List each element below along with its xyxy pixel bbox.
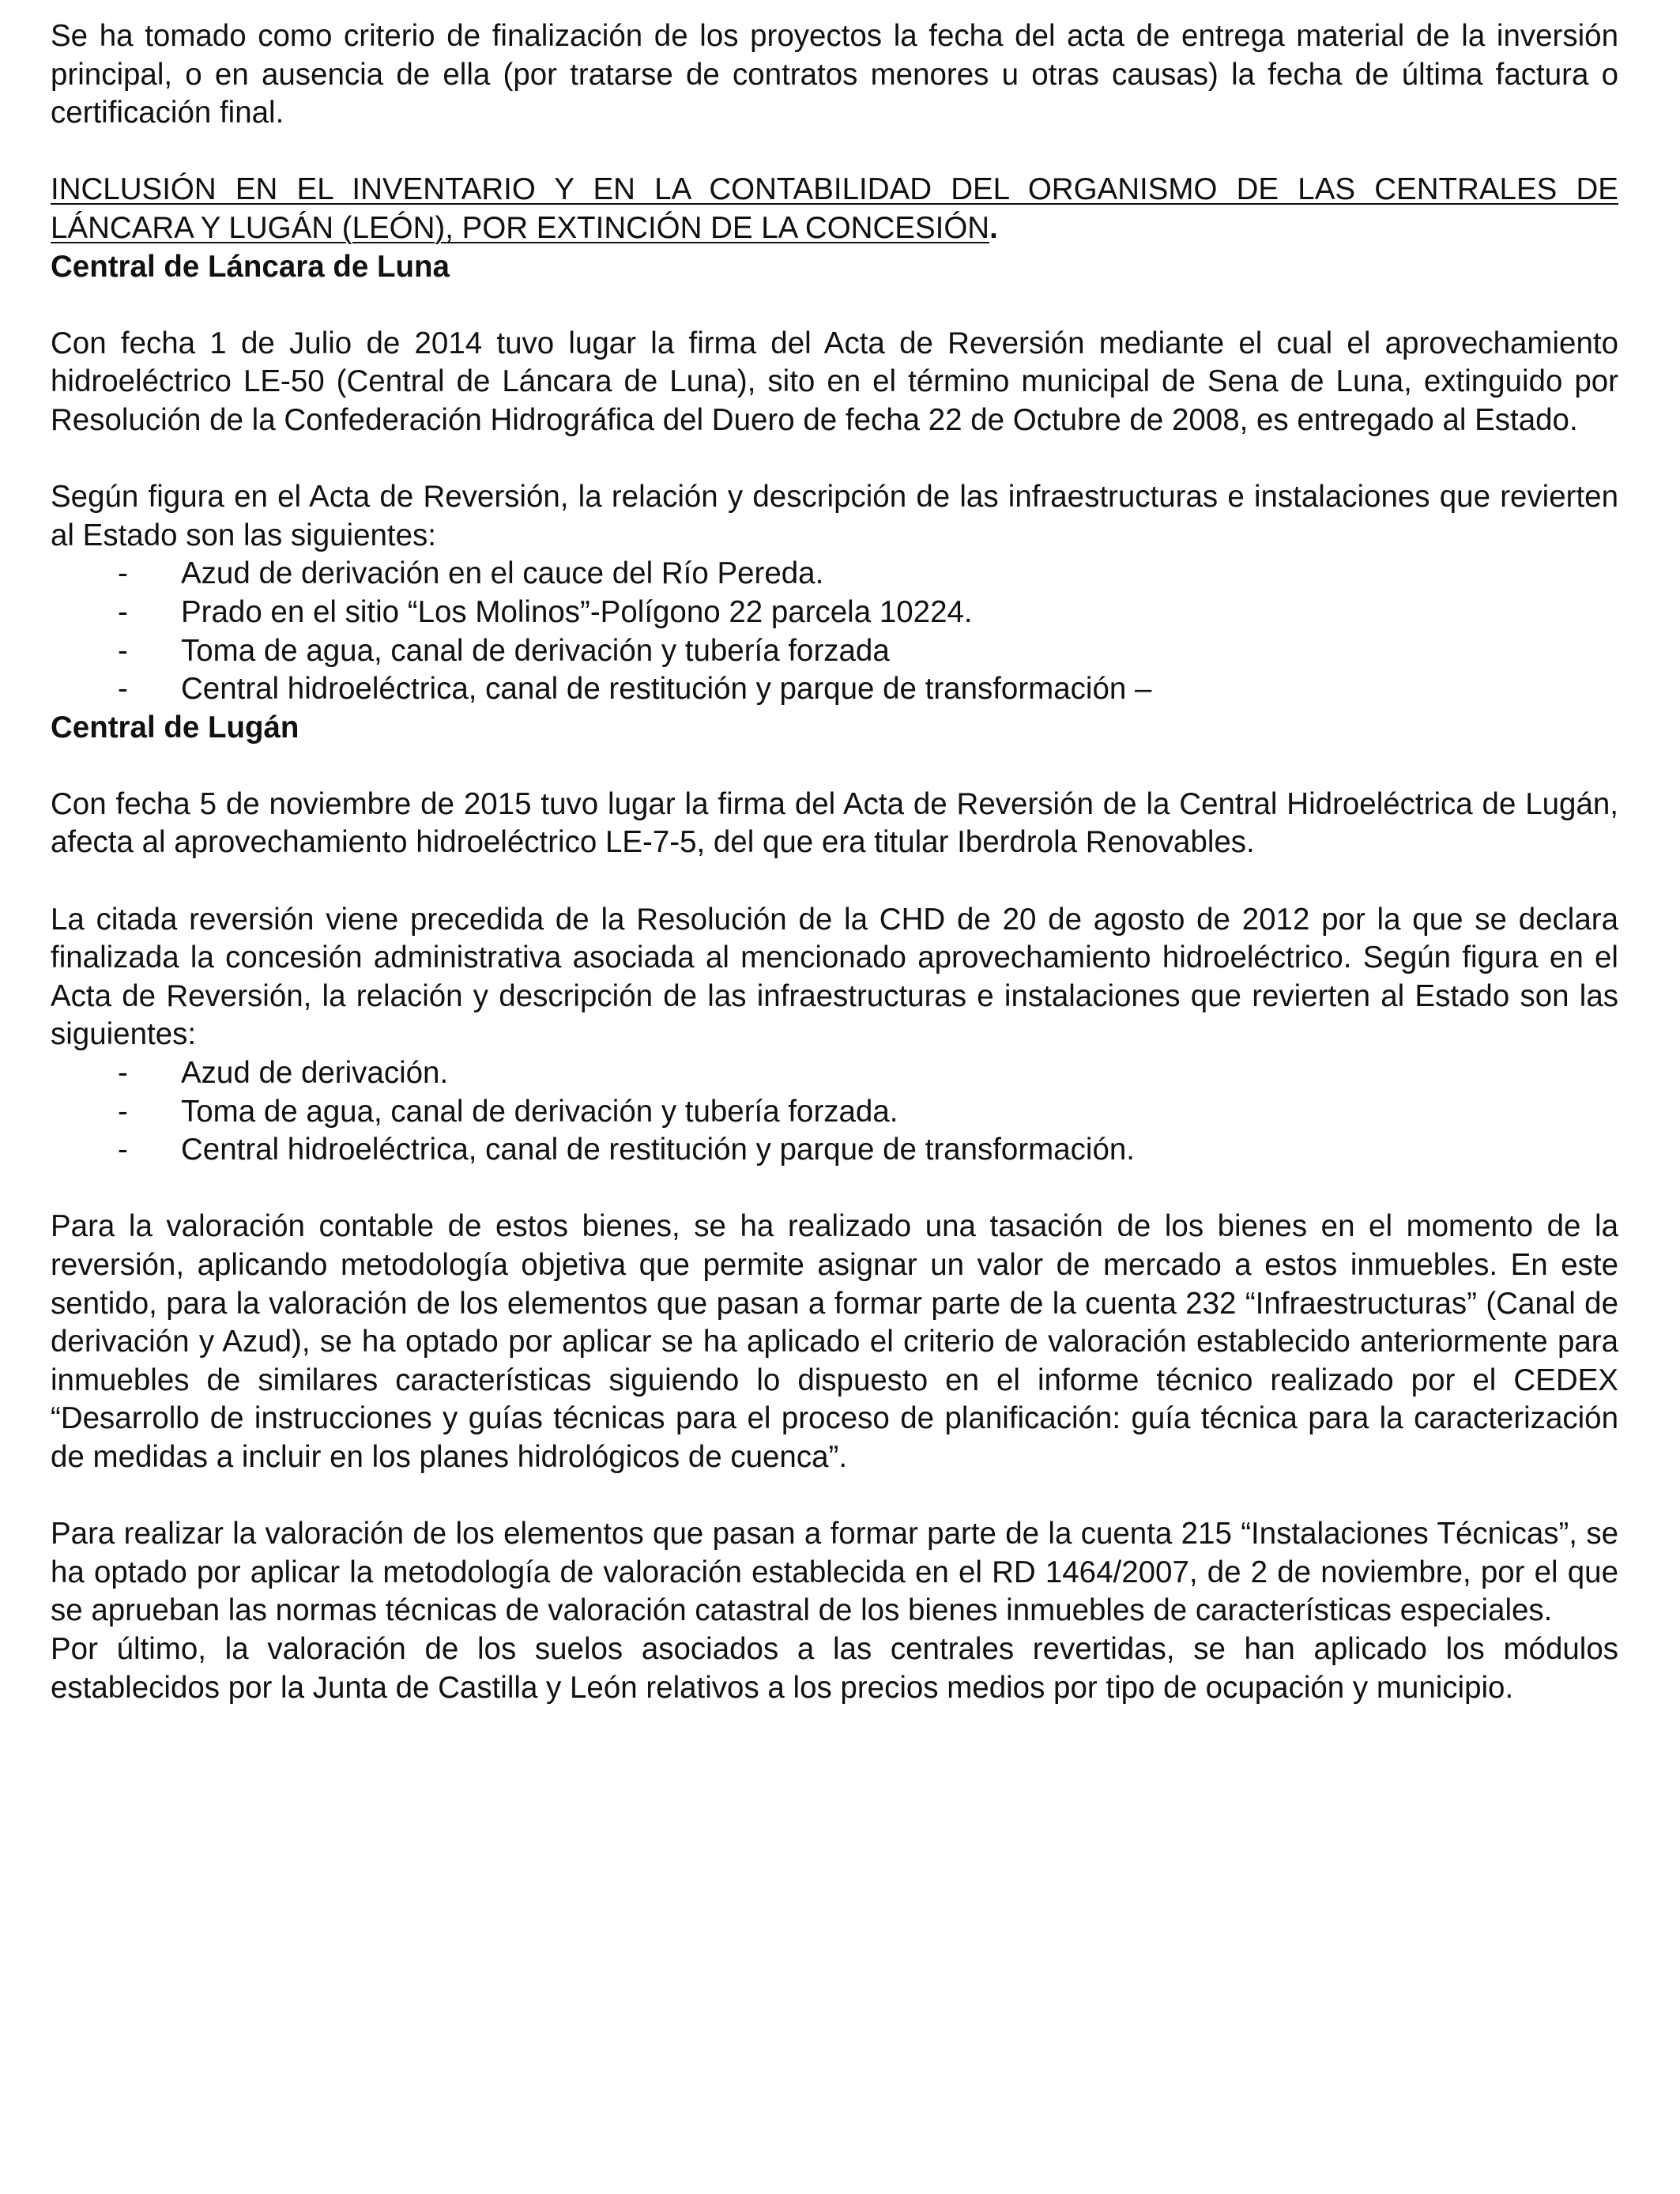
lancara-list [51, 555, 1618, 708]
section-title [51, 171, 1618, 247]
valuation-paragraph-2: Para realizar la valoración de los elementos que pasan a formar parte de la cuenta 215 “Instalaciones Técnicas”, se ha optado por aplicar la metodología de valoración establecida en el RD 1464/2007, de 2 de noviembre, por el que se aprueban las normas técnicas de valoración catastral de los bienes inmuebles de características especiales. [51, 1517, 1618, 1628]
list-item [51, 670, 1618, 709]
list-item [51, 632, 1618, 671]
list-item [51, 594, 1618, 632]
list-item-text: Azud de derivación. [181, 1056, 449, 1091]
list-item-text: Azud de derivación en el cauce del Río Pereda. [181, 556, 824, 591]
dash-bullet: - [118, 556, 128, 591]
intro-paragraph: Se ha tomado como criterio de finalización de los proyectos la fecha del acta de entrega material de la inversión principal, o en ausencia de ella (por tratarse de contratos menores u otras causas) la fecha de última factura o certificación final. [51, 19, 1618, 130]
dash-bullet: - [118, 633, 128, 668]
lugan-paragraph-2: La citada reversión viene precedida de la Resolución de la CHD de 20 de agosto de 2012 por la que se declara finalizada la concesión administrativa asociada al mencionado aprovechamiento hidroeléctrico. Según figura en el Acta de Reversión, la relación y descripción de las infraestructuras e instalaciones que revierten al Estado son las siguientes: [51, 902, 1618, 1052]
list-item-text: Central hidroeléctrica, canal de restitución y parque de transformación. [181, 1133, 1135, 1167]
list-item [51, 1131, 1618, 1170]
list-item-text: Central hidroeléctrica, canal de restitución y parque de transformación – [181, 672, 1152, 707]
lancara-heading: Central de Láncara de Luna [51, 249, 450, 284]
list-item-text: Toma de agua, canal de derivación y tubería forzada [181, 633, 890, 668]
lugan-list [51, 1054, 1618, 1170]
lugan-heading: Central de Lugán [51, 710, 299, 745]
section-title-text: INCLUSIÓN EN EL INVENTARIO Y EN LA CONTABILIDAD DEL ORGANISMO DE LAS CENTRALES DE LÁNCARA Y LUGÁN (LEÓN), POR EXTINCIÓN DE LA CONCESIÓN [51, 172, 1618, 245]
dash-bullet: - [118, 1056, 128, 1091]
list-item-text: Prado en el sitio “Los Molinos”-Polígono 22 parcela 10224. [181, 594, 973, 629]
section-title-period: . [989, 210, 998, 245]
valuation-paragraph-1: Para la valoración contable de estos bienes, se ha realizado una tasación de los bienes en el momento de la reversión, aplicando metodología objetiva que permite asignar un valor de mercado a estos inmuebles. En este sentido, para la valoración de los elementos que pasan a formar parte de la cuenta 232 “Infraestructuras” (Canal de derivación y Azud), se ha optado por aplicar se ha aplicado el criterio de valoración establecido anteriormente para inmuebles de similares características siguiendo lo dispuesto en el informe técnico realizado por el CEDEX “Desarrollo de instrucciones y guías técnicas para el proceso de planificación: guía técnica para la caracterización de medidas a incluir en los planes hidrológicos de cuenca”. [51, 1209, 1618, 1474]
dash-bullet: - [118, 1133, 128, 1167]
lancara-paragraph-1: Con fecha 1 de Julio de 2014 tuvo lugar la firma del Acta de Reversión mediante el cual el aprovechamiento hidroeléctrico LE-50 (Central de Láncara de Luna), sito en el término municipal de Sena de Luna, extinguido por Resolución de la Confederación Hidrográfica del Duero de fecha 22 de Octubre de 2008, es entregado al Estado. [51, 326, 1618, 437]
valuation-paragraph-3: Por último, la valoración de los suelos asociados a las centrales revertidas, se han aplicado los módulos establecidos por la Junta de Castilla y León relativos a los precios medios por tipo de ocupación y municipio. [51, 1631, 1618, 1705]
document-page [51, 17, 1618, 1707]
list-item [51, 1054, 1618, 1093]
list-item [51, 1093, 1618, 1132]
dash-bullet: - [118, 1094, 128, 1129]
list-item-text: Toma de agua, canal de derivación y tubería forzada. [181, 1094, 898, 1129]
dash-bullet: - [118, 594, 128, 629]
lugan-paragraph-1: Con fecha 5 de noviembre de 2015 tuvo lugar la firma del Acta de Reversión de la Central Hidroeléctrica de Lugán, afecta al aprovechamiento hidroeléctrico LE-7-5, del que era titular Iberdrola Renovables. [51, 786, 1618, 860]
dash-bullet: - [118, 672, 128, 707]
lancara-paragraph-2: Según figura en el Acta de Reversión, la relación y descripción de las infraestructuras e instalaciones que revierten al Estado son las siguientes: [51, 480, 1618, 552]
list-item [51, 555, 1618, 594]
